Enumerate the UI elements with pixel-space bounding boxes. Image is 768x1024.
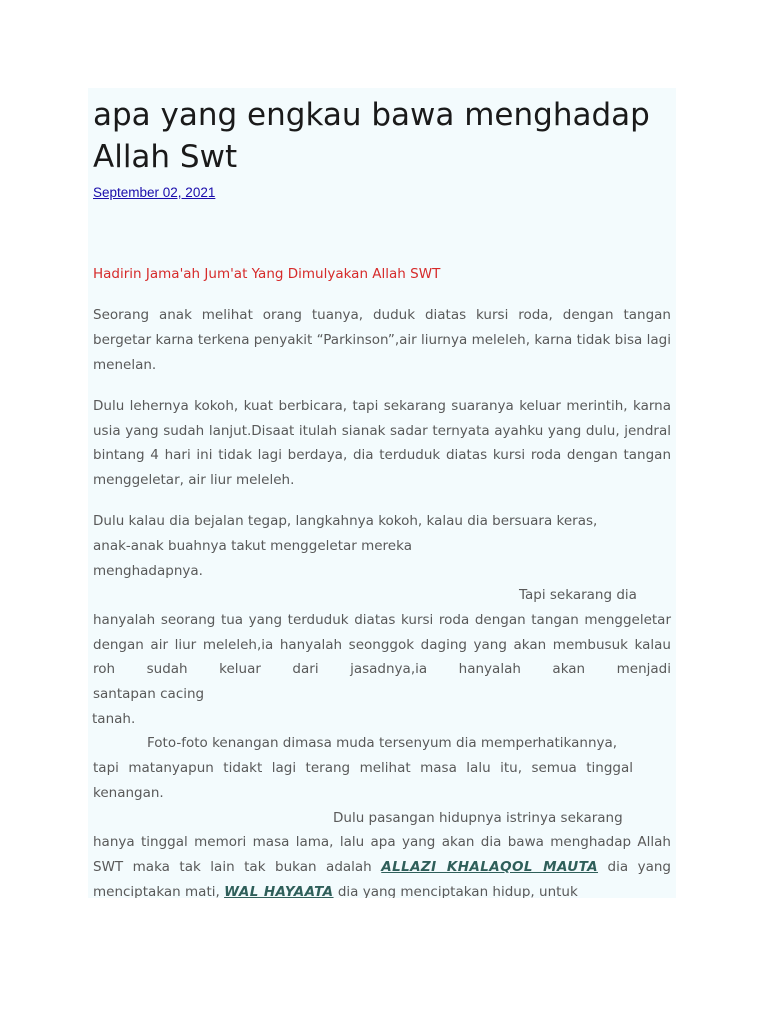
p3-final-text2: dia yang menciptakan mati, [93, 858, 671, 898]
p3-rest: hanyalah seorang tua yang terduduk diatas kursi roda dengan tangan menggeletar dengan air liur meleleh,ia hanyalah seonggok daging yang akan membusuk kalau roh sudah keluar dari jasadnya,ia hanyalah akan menjadi [93, 611, 671, 678]
p3-line1: Dulu kalau dia bejalan tegap, langkahnya kokoh, kalau dia bersuara keras, [93, 513, 598, 530]
p3-foto-text: Foto-foto kenangan dimasa muda tersenyum dia memperhatikannya, [147, 735, 618, 752]
paragraph-1: Seorang anak melihat orang tuanya, duduk diatas kursi roda, dengan tangan bergetar karna terkena penyakit “Parkinson”,air liurnya meleleh, karna tidak bisa lagi menelan. [93, 307, 671, 373]
p3-final-text3: dia yang menciptakan hidup, untuk [337, 883, 578, 898]
link-wal-hayaata[interactable]: WAL HAYAATA [224, 883, 334, 898]
post-heading: Hadirin Jama'ah Jum'at Yang Dimulyakan Allah SWT [93, 266, 441, 282]
post-date-link[interactable]: September 02, 2021 [93, 185, 216, 200]
p3-dulu-start [93, 806, 671, 831]
p3-line4 [93, 583, 671, 608]
p3-final [93, 830, 671, 898]
p3-santapan: santapan cacing [93, 686, 205, 703]
post-body [93, 262, 671, 898]
p3-line3: menghadapnya. [93, 562, 203, 579]
post-title: apa yang engkau bawa menghadap Allah Swt [93, 97, 650, 175]
paragraph-2: Dulu lehernya kokoh, kuat berbicara, tapi sekarang suaranya keluar merintih, karna usia yang sudah lanjut.Disaat itulah sianak sadar ternyata ayahku yang dulu, jendral bintang 4 hari ini tidak lagi berdaya, dia terduduk diatas kursi roda dengan tangan menggeletar, air liur meleleh. [93, 397, 671, 488]
p3-dulu-text: Dulu pasangan hidupnya istrinya sekarang [333, 809, 623, 826]
post-container [88, 88, 676, 898]
link-allazi-khalaqol-mauta[interactable]: ALLAZI KHALAQOL MAUTA [381, 858, 599, 875]
p3-foto-rest: tapi matanyapun tidakt lagi terang melihat masa lalu itu, semua tinggal kenangan. [93, 760, 633, 801]
p3-foto-start [93, 731, 671, 756]
paragraph-3 [93, 509, 671, 898]
p3-line2: anak-anak buahnya takut menggeletar mereka [93, 537, 412, 554]
p3-line4-text: Tapi sekarang dia [519, 587, 637, 604]
p3-tanah: tanah. [92, 710, 136, 727]
p3-final-text1: hanya tinggal memori masa lama, lalu apa yang akan dia bawa menghadap Allah SWT maka tak lain tak bukan adalah [93, 834, 671, 875]
